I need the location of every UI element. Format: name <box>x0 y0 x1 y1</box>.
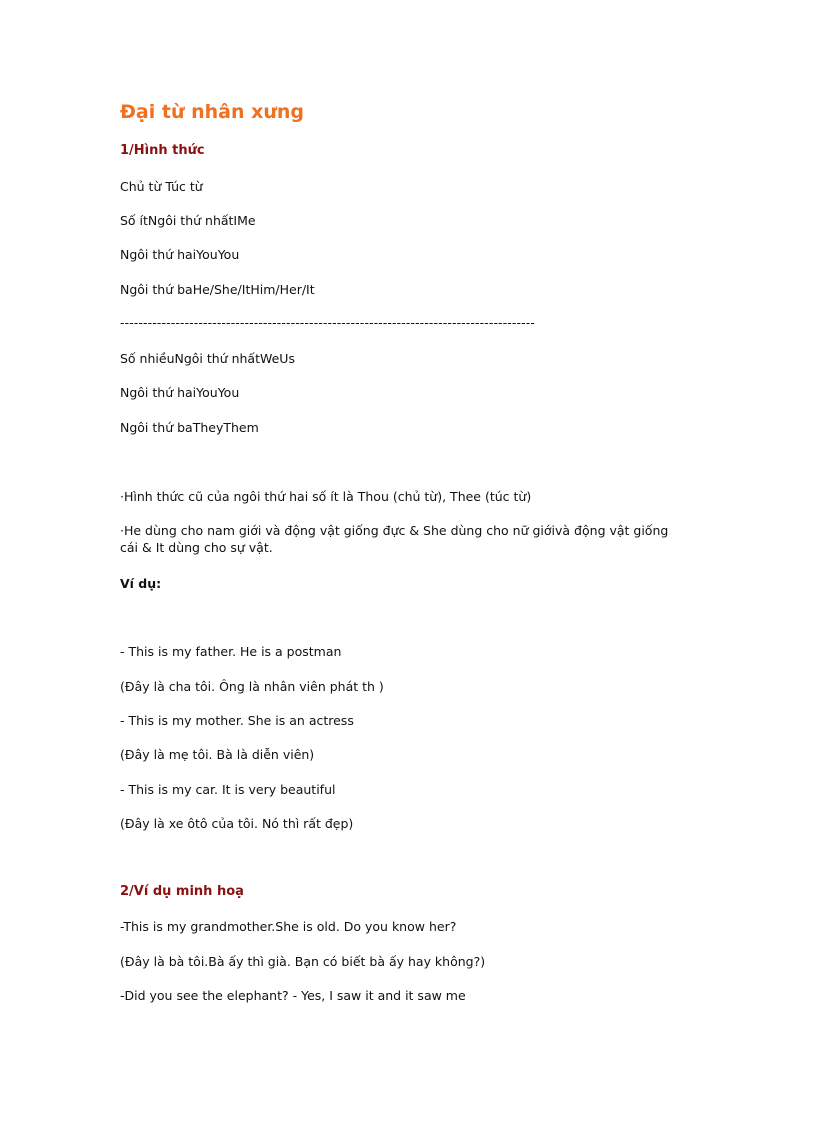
singular-row-second-person: Ngôi thứ haiYouYou <box>120 247 240 262</box>
singular-row-third-person: Ngôi thứ baHe/She/ItHim/Her/It <box>120 282 315 297</box>
example-label: Ví dụ: <box>120 576 162 591</box>
section-heading-examples: 2/Ví dụ minh hoạ <box>120 884 244 899</box>
plural-row-first-person: Số nhiềuNgôi thứ nhấtWeUs <box>120 351 295 366</box>
page-title: Đại từ nhân xưng <box>120 101 305 123</box>
example-translation: (Đây là mẹ tôi. Bà là diễn viên) <box>120 747 315 762</box>
example-line: - This is my mother. She is an actress <box>120 713 354 728</box>
example-translation: (Đây là cha tôi. Ông là nhân viên phát th ) <box>120 679 384 694</box>
illustration-translation: (Đây là bà tôi.Bà ấy thì già. Bạn có biết bà ấy hay không?) <box>120 954 486 969</box>
illustration-line: -Did you see the elephant? - Yes, I saw it and it saw me <box>120 988 466 1003</box>
plural-row-second-person: Ngôi thứ haiYouYou <box>120 385 240 400</box>
example-line: - This is my father. He is a postman <box>120 644 342 659</box>
illustration-line: -This is my grandmother.She is old. Do you know her? <box>120 919 457 934</box>
table-header-row: Chủ từ Túc từ <box>120 179 203 194</box>
section-heading-form: 1/Hình thức <box>120 143 205 158</box>
note-archaic-form: ·Hình thức cũ của ngôi thứ hai số ít là Thou (chủ từ), Thee (túc từ) <box>120 489 532 504</box>
example-translation: (Đây là xe ôtô của tôi. Nó thì rất đẹp) <box>120 816 354 831</box>
example-line: - This is my car. It is very beautiful <box>120 782 336 797</box>
dashed-separator: ------------------------------------------------------------------------------------------ <box>120 315 535 330</box>
plural-row-third-person: Ngôi thứ baTheyThem <box>120 420 259 435</box>
singular-row-first-person: Số ítNgôi thứ nhấtIMe <box>120 213 256 228</box>
note-gender-usage: ·He dùng cho nam giới và động vật giống đực & She dùng cho nữ giớivà động vật giống cái & It dùng cho sự vật. <box>120 523 669 555</box>
